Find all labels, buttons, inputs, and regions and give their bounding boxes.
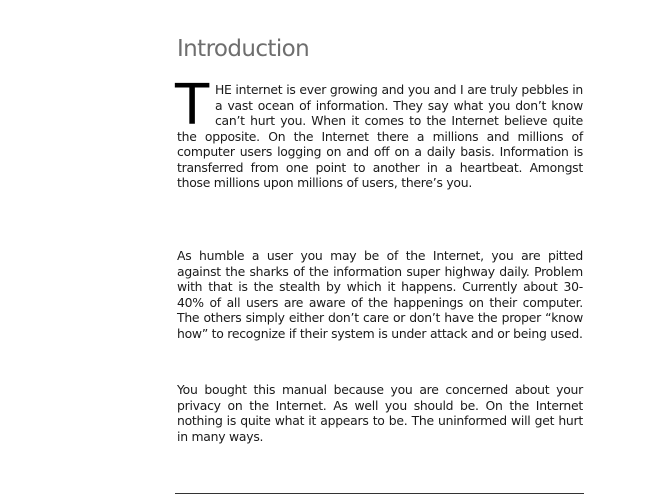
paragraph-intro (175, 73, 583, 191)
paragraph-sharks: As humble a user you may be of the Internet, you are pitted against the sharks of the information super highway daily. Problem with that is the stealth by which it happens. Currently about 30-40% of all users are aware of the happenings on their computer. The others simply either don’t care or don’t have the proper “know how” to recognize if their system is under attack and or being used. (177, 248, 583, 341)
section-title: Introduction (177, 36, 310, 62)
document-page (177, 0, 583, 499)
paragraph-text: HE internet is ever growing and you and I are truly pebbles in a vast ocean of information. They say what you don’t know can’t hurt you. When it comes to the Internet believe quite the opposite. On the Internet there a millions and millions of computer users logging on and off on a daily basis. Information is transferred from one point to another in a heartbeat. Amongst those millions upon millions of users, there’s you. (177, 82, 583, 190)
drop-cap-letter: T (175, 73, 209, 138)
paragraph-manual: You bought this manual because you are concerned about your privacy on the Internet. As well you should be. On the Internet nothing is quite what it appears to be. The uninformed will get hurt in many ways. (177, 382, 583, 444)
footer-divider-line (175, 493, 584, 494)
